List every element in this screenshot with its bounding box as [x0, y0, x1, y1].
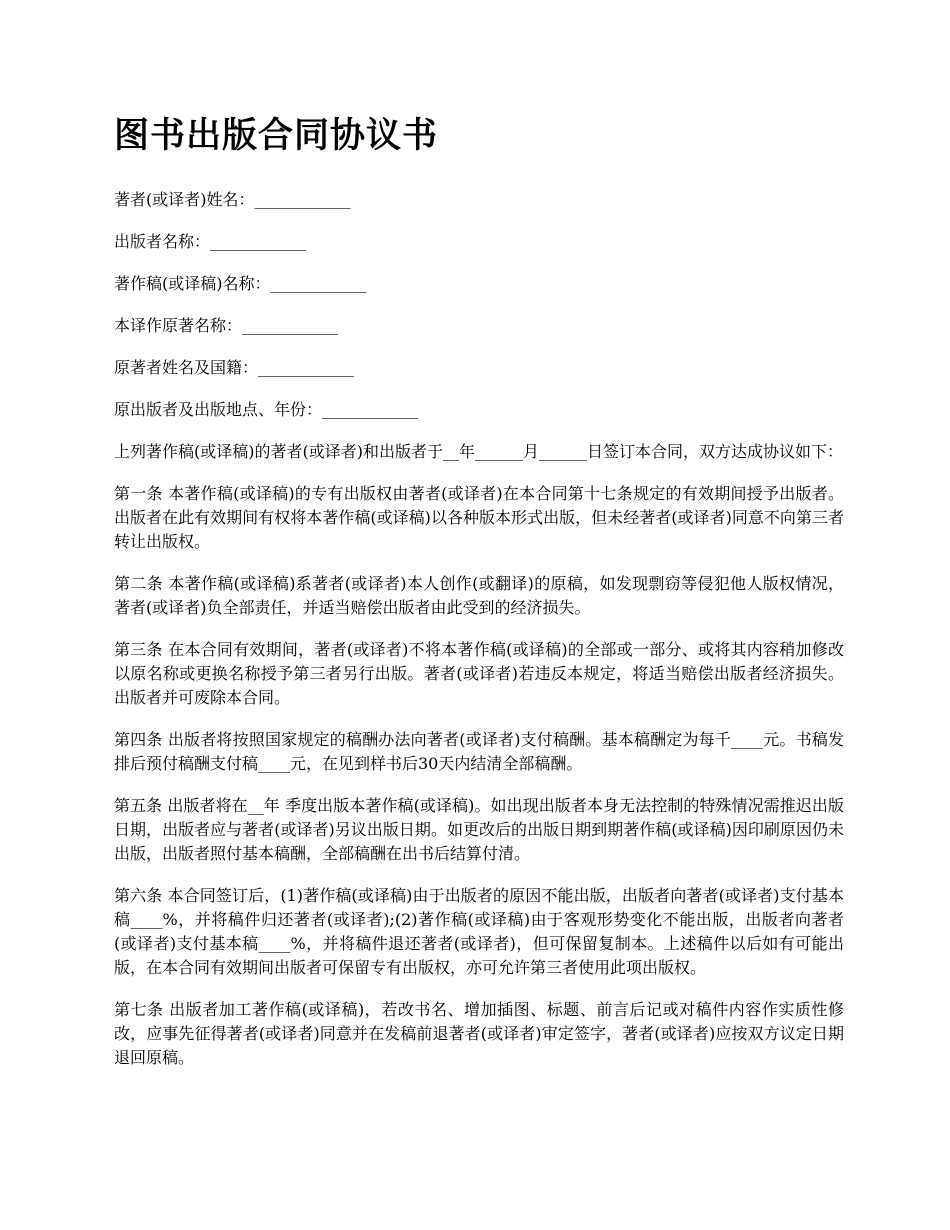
clause-5: 第五条 出版者将在__年 季度出版本著作稿(或译稿)。如出现出版者本身无法控制的特殊情况需推迟出版日期，出版者应与著者(或译者)另议出版日期。如更改后的出版日期到期著作稿(或译稿)因印刷原因仍未出版，出版者照付基本稿酬，全部稿酬在出书后结算付清。	[114, 796, 844, 863]
field-original-author-nationality: 原著者姓名及国籍：____________	[114, 358, 355, 377]
field-author-name: 著者(或译者)姓名：____________	[114, 190, 351, 209]
field-original-work-name: 本译作原著名称：____________	[114, 316, 339, 335]
clause-2: 第二条 本著作稿(或译稿)系著者(或译者)本人创作(或翻译)的原稿，如发现剽窃等侵犯他人版权情况，著者(或译者)负全部责任，并适当赔偿出版者由此受到的经济损失。	[114, 574, 844, 617]
contract-document	[114, 112, 844, 1088]
paragraph-preamble: 上列著作稿(或译稿)的著者(或译者)和出版者于__年______月______日签订本合同，双方达成协议如下：	[114, 442, 843, 461]
field-publisher-name: 出版者名称：____________	[114, 232, 307, 251]
clause-1: 第一条 本著作稿(或译稿)的专有出版权由著者(或译者)在本合同第十七条规定的有效期间授予出版者。出版者在此有效期间有权将本著作稿(或译稿)以各种版本形式出版，但未经著者(或译者)同意不向第三者转让出版权。	[114, 484, 844, 551]
field-manuscript-name: 著作稿(或译稿)名称：____________	[114, 274, 367, 293]
field-original-publisher-place-year: 原出版者及出版地点、年份：____________	[114, 400, 419, 419]
clause-7: 第七条 出版者加工著作稿(或译稿)，若改书名、增加插图、标题、前言后记或对稿件内容作实质性修改，应事先征得著者(或译者)同意并在发稿前退著者(或译者)审定签字，著者(或译者)应按双方议定日期退回原稿。	[114, 1000, 844, 1067]
document-title: 图书出版合同协议书	[114, 116, 439, 156]
clause-6: 第六条 本合同签订后，(1)著作稿(或译稿)由于出版者的原因不能出版，出版者向著者(或译者)支付基本稿____%，并将稿件归还著者(或译者);(2)著作稿(或译稿)由于客观形势变化不能出版，出版者向著者(或译者)支付基本稿____%，并将稿件退还著者(或译者)，但可保留复制本。上述稿件以后如有可能出版，在本合同有效期间出版者可保留专有出版权，亦可允许第三者使用此项出版权。	[114, 886, 844, 977]
clause-3: 第三条 在本合同有效期间，著者(或译者)不将本著作稿(或译稿)的全部或一部分、或将其内容稍加修改以原名称或更换名称授予第三者另行出版。著者(或译者)若违反本规定，将适当赔偿出版者经济损失。出版者并可废除本合同。	[114, 640, 844, 707]
clause-4: 第四条 出版者将按照国家规定的稿酬办法向著者(或译者)支付稿酬。基本稿酬定为每千____元。书稿发排后预付稿酬支付稿____元，在见到样书后30天内结清全部稿酬。	[114, 730, 844, 773]
